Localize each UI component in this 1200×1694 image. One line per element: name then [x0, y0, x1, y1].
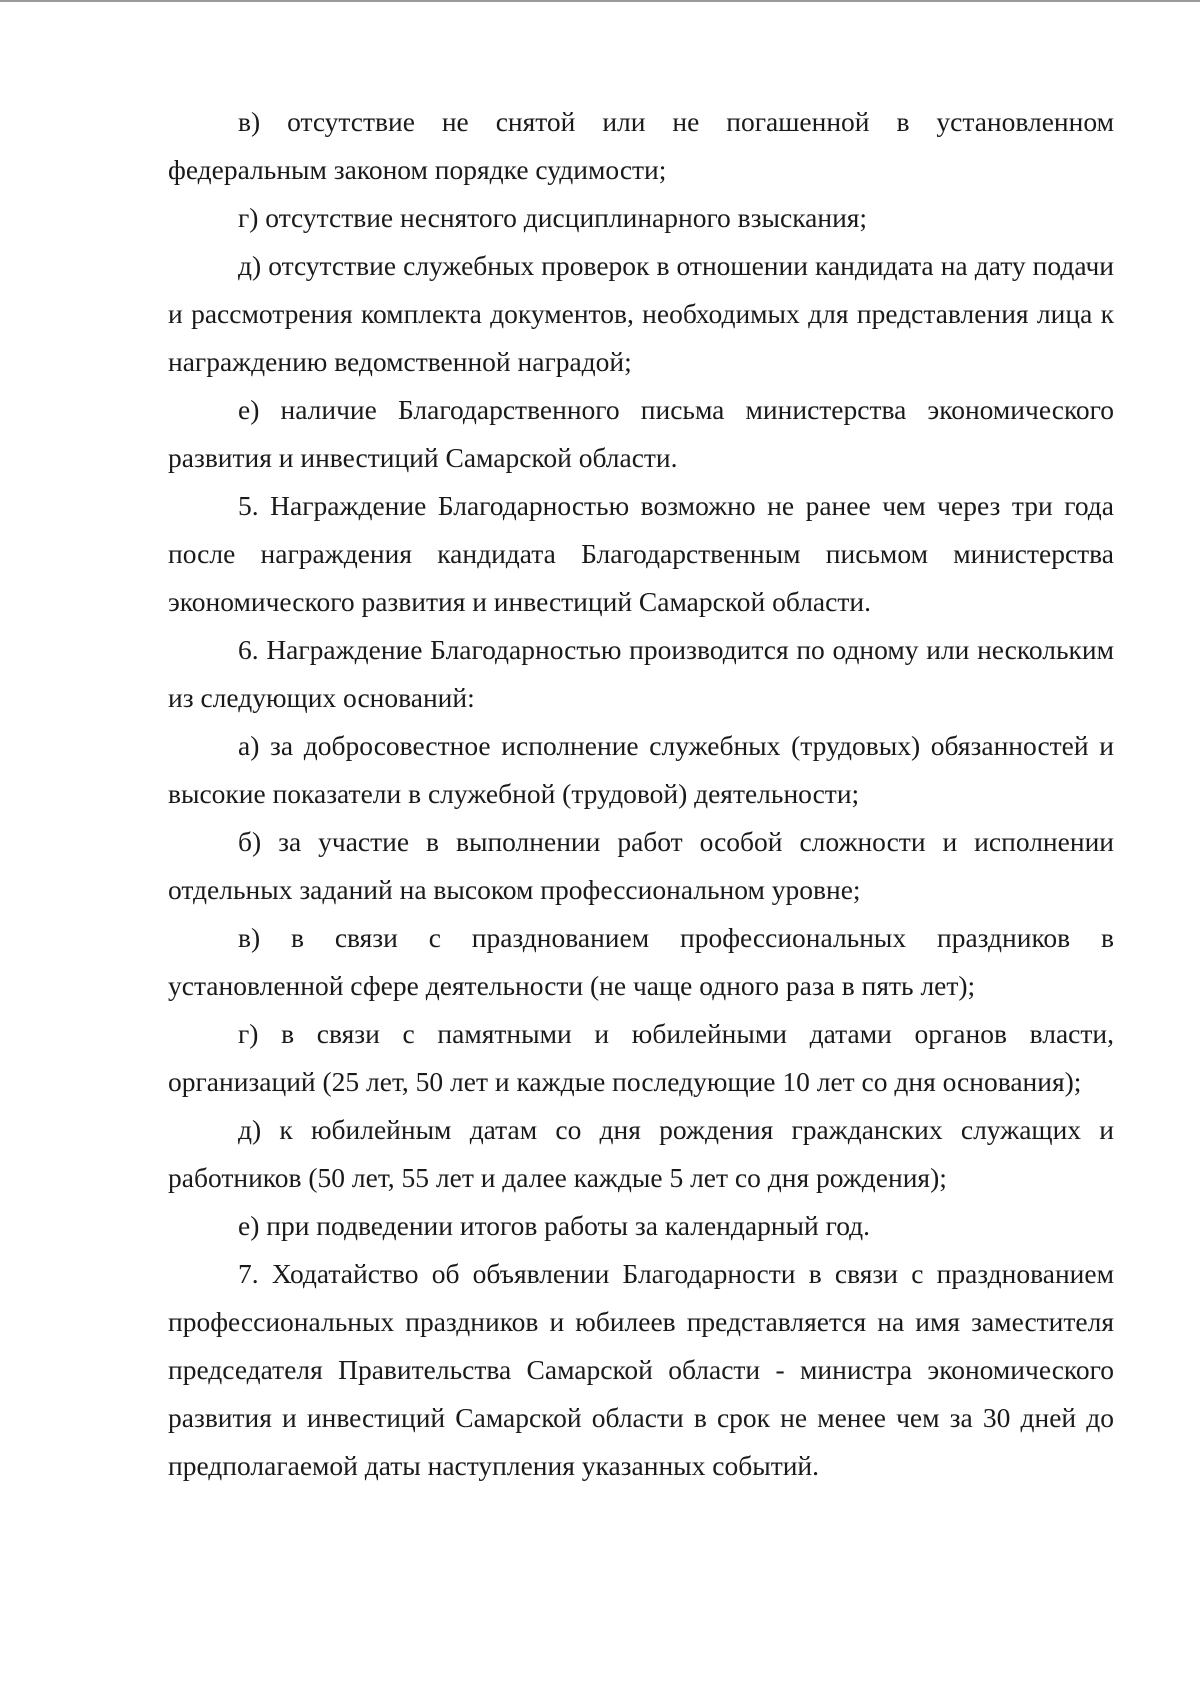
paragraph-ground-a: а) за добросовестное исполнение служебных (трудовых) обязанностей и высокие показатели в служебной (трудовой) деятельности; — [168, 730, 1114, 809]
document-page — [168, 98, 1114, 1490]
paragraph-clause-7: 7. Ходатайство об объявлении Благодарности в связи с празднованием профессиональных праздников и юбилеев представляется на имя заместителя председателя Правительства Самарской области - министра экономического развития и инвестиций Самарской области в срок не менее чем за 30 дней до предполагаемой даты наступления указанных событий. — [168, 1258, 1114, 1481]
paragraph-ground-g: г) в связи с памятными и юбилейными датами органов власти, организаций (25 лет, 50 лет и каждые последующие 10 лет со дня основания); — [168, 1018, 1114, 1097]
paragraph-criterion-e: е) наличие Благодарственного письма министерства экономического развития и инвестиций Самарской области. — [168, 394, 1114, 473]
paragraph-ground-b: б) за участие в выполнении работ особой сложности и исполнении отдельных заданий на высоком профессиональном уровне; — [168, 826, 1114, 905]
paragraph-ground-d: д) к юбилейным датам со дня рождения гражданских служащих и работников (50 лет, 55 лет и далее каждые 5 лет со дня рождения); — [168, 1114, 1114, 1193]
paragraph-criterion-g: г) отсутствие неснятого дисциплинарного взыскания; — [238, 202, 868, 233]
paragraph-clause-6: 6. Награждение Благодарностью производится по одному или нескольким из следующих оснований: — [168, 634, 1114, 713]
paragraph-clause-5: 5. Награждение Благодарностью возможно не ранее чем через три года после награждения кандидата Благодарственным письмом министерства экономического развития и инвестиций Самарской области. — [168, 490, 1114, 617]
page-top-border — [0, 0, 1200, 2]
paragraph-criterion-d: д) отсутствие служебных проверок в отношении кандидата на дату подачи и рассмотрения комплекта документов, необходимых для представления лица к награждению ведомственной наградой; — [168, 250, 1114, 377]
paragraph-ground-e: е) при подведении итогов работы за календарный год. — [238, 1210, 871, 1241]
paragraph-ground-v: в) в связи с празднованием профессиональных праздников в установленной сфере деятельности (не чаще одного раза в пять лет); — [168, 922, 1114, 1001]
paragraph-criterion-v: в) отсутствие не снятой или не погашенной в установленном федеральным законом порядке судимости; — [168, 106, 1114, 185]
